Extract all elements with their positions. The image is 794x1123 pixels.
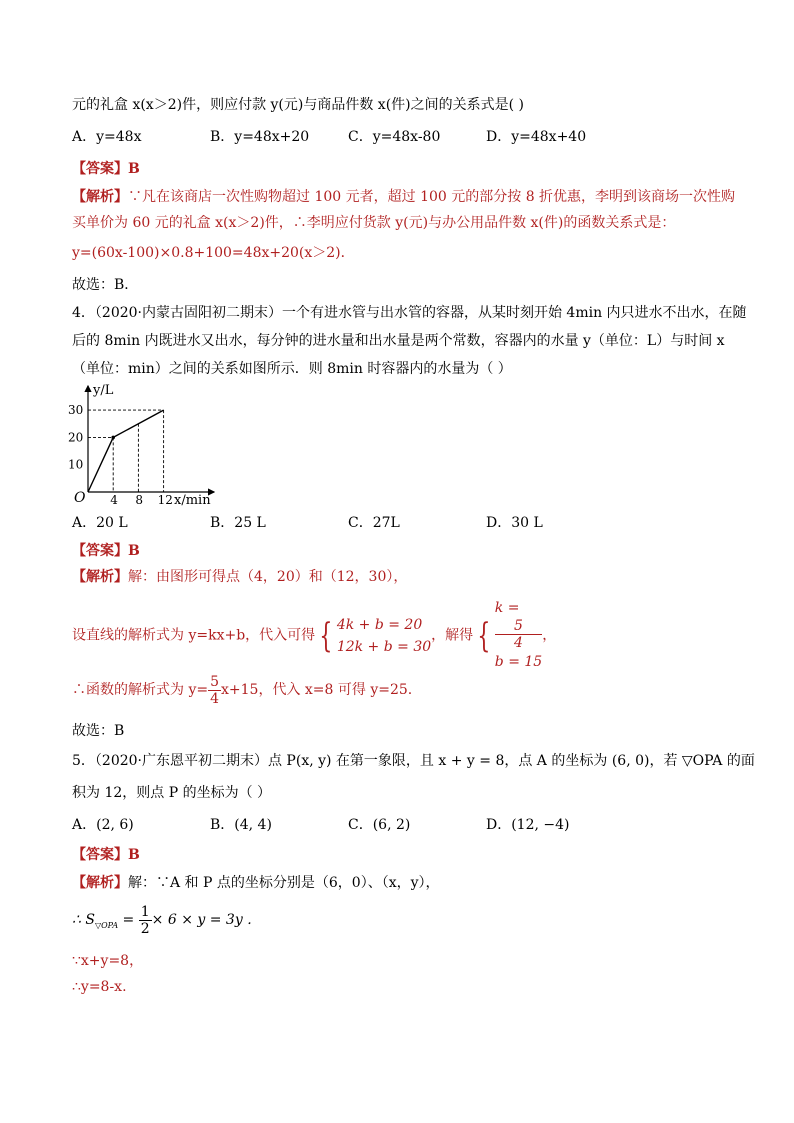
x-tick-label: 8 (135, 493, 144, 507)
system-brace: { (319, 615, 333, 656)
q5-option-b: B．(4, 4) (210, 817, 272, 833)
q5-stem-2: 积为 12，则点 P 的坐标为（ ） (72, 785, 272, 801)
k-den: 4 (514, 635, 523, 651)
area-den: 2 (140, 920, 150, 937)
x-axis-label: x/min (174, 493, 211, 508)
q5-line-c: ∴y=8-x. (72, 979, 127, 995)
q4-stem-3: （单位：min）之间的关系如图所示．则 8min 时容器内的水量为（ ） (72, 361, 512, 377)
q3-answer: 【答案】B (72, 161, 140, 177)
q3-analysis-1 (72, 188, 735, 206)
x-tick-label: 12 (157, 493, 173, 507)
func-den: 4 (210, 690, 220, 707)
analysis-label: 【解析】 (72, 569, 128, 585)
q5-stem-1: 5．（2020·广东恩平初二期末）点 P(x, y) 在第一象限，且 x + y = 8，点 A 的坐标为 (6, 0)，若 ▽OPA 的面 (72, 753, 755, 769)
q4-analysis-1 (72, 568, 407, 586)
k-num: 5 (495, 618, 542, 635)
y-tick-label: 10 (68, 457, 84, 472)
area-eq: = (118, 912, 139, 928)
func-prefix: ∴函数的解析式为 y= (72, 682, 209, 698)
q3-analysis-2: 买单价为 60 元的礼盒 x(x＞2)件，∴李明应付货款 y(元)与办公用品件数 x(件)的函数关系式是： (72, 215, 676, 231)
q5-answer: 【答案】B (72, 847, 140, 863)
y-tick-label: 30 (68, 403, 84, 418)
origin-label: O (74, 490, 86, 506)
func-num: 5 (210, 673, 220, 690)
q3-analysis-3: y=(60x-100)×0.8+100=48x+20(x＞2)． (72, 245, 355, 261)
q5-option-c: C．(6, 2) (348, 817, 411, 833)
solution-brace: { (477, 615, 491, 656)
analysis-label: 【解析】 (72, 189, 128, 205)
q4-answer: 【答案】B (72, 543, 140, 559)
q3-stem: 元的礼盒 x(x＞2)件，则应付款 y(元)与商品件数 x(件)之间的关系式是( ) (72, 97, 524, 113)
q4-graph (66, 380, 216, 508)
q4-analysis-2: 设直线的解析式为 y=kx+b，代入可得 { 4k + b = 20 12k + b = 30 ，解得 { k = 5 4 b = 15 ， (72, 598, 556, 673)
y-tick-label: 20 (68, 430, 84, 445)
q4-setup-text: 设直线的解析式为 y=kx+b，代入可得 (72, 627, 316, 644)
q4-system-1 (337, 614, 431, 658)
q3-choose: 故选：B． (72, 277, 139, 293)
q4-option-c: C．27L (348, 515, 400, 531)
q3-option-b: B．y=48x+20 (210, 129, 310, 145)
q3-option-c: C．y=48x-80 (348, 129, 441, 145)
area-subscript: ▽OPA (94, 920, 119, 930)
area-prefix: ∴ S (72, 912, 95, 928)
q5-analysis-1 (72, 874, 440, 892)
q3-option-a: A．y=48x (72, 129, 142, 145)
q4-solution: k = 5 4 b = 15 (495, 598, 542, 673)
q4-stem-2: 后的 8min 内既进水又出水，每分钟的进水量和出水量是两个常数，容器内的水量 y（单位：L）与时间 x (72, 333, 725, 349)
q5-option-a: A．(2, 6) (72, 817, 134, 833)
q4-analysis-3 (72, 670, 412, 710)
b-value: b = 15 (494, 654, 543, 670)
q5-line-b: ∵x+y=8， (72, 953, 144, 969)
eq-2: 12k + b = 30 (336, 638, 432, 655)
q4-option-b: B．25 L (210, 515, 266, 531)
q4-option-a: A．20 L (72, 515, 128, 531)
q3-option-d: D．y=48x+40 (486, 129, 587, 145)
q4-option-d: D．30 L (486, 515, 543, 531)
func-suffix: x+15，代入 x=8 可得 y=25. (221, 682, 413, 698)
data-line (88, 410, 164, 492)
area-num: 1 (140, 903, 150, 920)
analysis-label: 【解析】 (72, 875, 128, 891)
data-point (111, 436, 115, 440)
y-axis-label: y/L (93, 383, 114, 398)
q5-option-d: D．(12, −4) (486, 817, 570, 833)
q5-analysis-text-1: 解：∵A 和 P 点的坐标分别是（6，0）、（x，y）， (128, 875, 440, 891)
eq-1: 4k + b = 20 (336, 616, 423, 633)
area-suffix: × 6 × y = 3y ． (151, 912, 262, 928)
q4-analysis-text-1: 解：由图形可得点（4，20）和（12，30）， (128, 569, 408, 585)
q3-analysis-text-1: ∵凡在该商店一次性购物超过 100 元者，超过 100 元的部分按 8 折优惠，李明到该商场一次性购 (128, 189, 736, 205)
q4-stem-1: 4．（2020·内蒙古固阳初二期末）一个有进水管与出水管的容器，从某时刻开始 4min 内只进水不出水，在随 (72, 305, 747, 321)
x-tick-label: 4 (110, 493, 118, 507)
q4-solve-word: ，解得 (431, 627, 474, 644)
q4-choose: 故选：B (72, 723, 125, 739)
q5-area-formula (72, 900, 261, 946)
